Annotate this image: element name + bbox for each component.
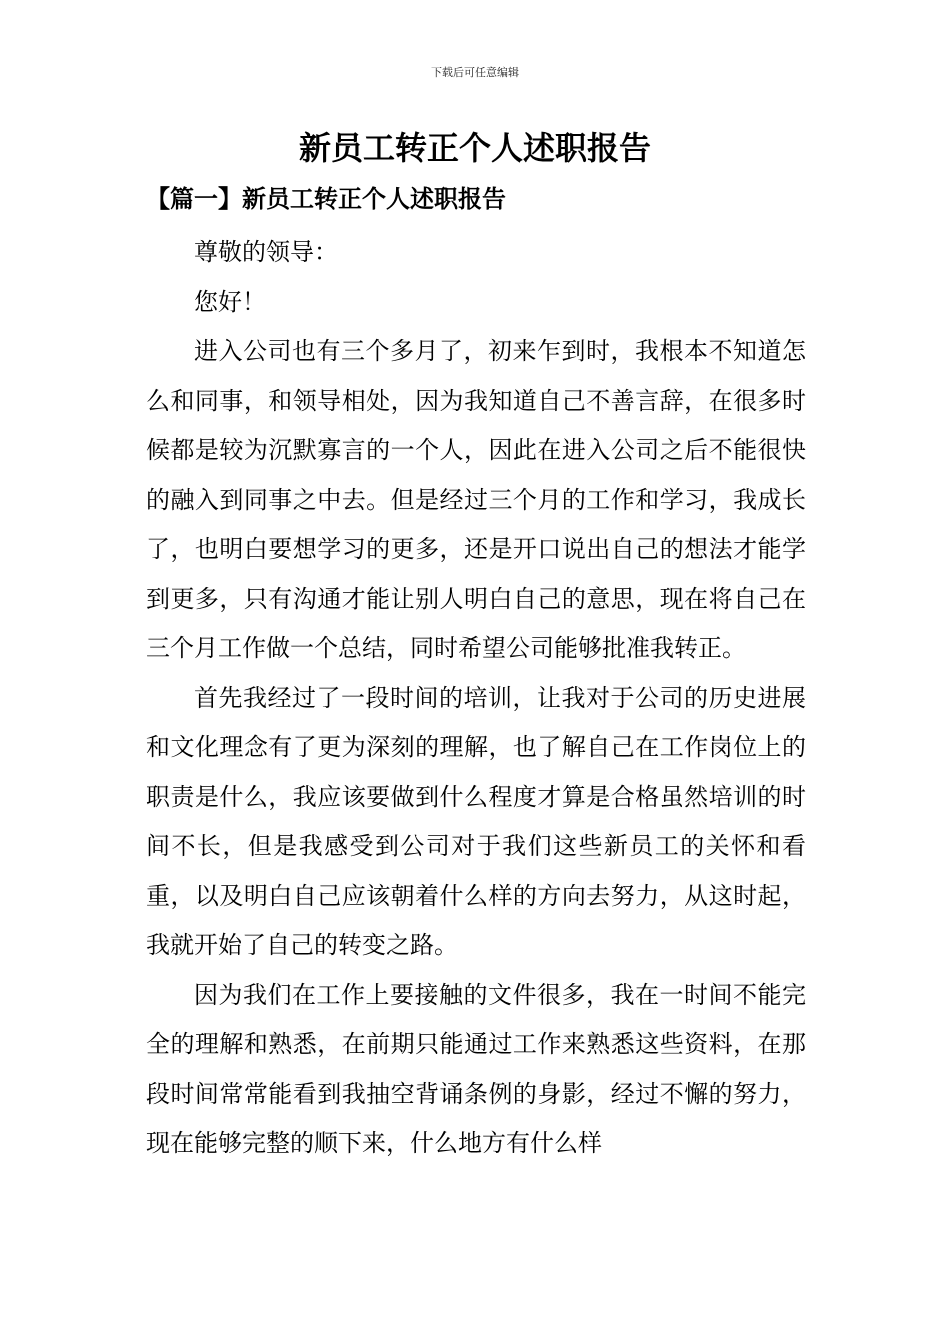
section-heading: 【篇一】新员工转正个人述职报告 <box>146 184 506 213</box>
document-body <box>146 228 806 1169</box>
greeting: 您好！ <box>194 287 266 316</box>
body-paragraph-documents: 因为我们在工作上要接触的文件很多，我在一时间不能完全的理解和熟悉，在前期只能通过工作来熟悉这些资料，在那段时间常常能看到我抽空背诵条例的身影，经过不懈的努力，现在能够完整的顺下来，什么地方有什么样 <box>146 980 806 1157</box>
body-paragraph-intro: 进入公司也有三个多月了，初来乍到时，我根本不知道怎么和同事，和领导相处，因为我知道自己不善言辞，在很多时候都是较为沉默寡言的一个人，因此在进入公司之后不能很快的融入到同事之中去。但是经过三个月的工作和学习，我成长了，也明白要想学习的更多，还是开口说出自己的想法才能学到更多，只有沟通才能让别人明白自己的意思，现在将自己在三个月工作做一个总结，同时希望公司能够批准我转正。 <box>146 337 806 662</box>
body-paragraph-training: 首先我经过了一段时间的培训，让我对于公司的历史进展和文化理念有了更为深刻的理解，也了解自己在工作岗位上的职责是什么，我应该要做到什么程度才算是合格虽然培训的时间不长，但是我感受到公司对于我们这些新员工的关怀和看重，以及明白自己应该朝着什么样的方向去努力，从这时起，我就开始了自己的转变之路。 <box>146 683 806 959</box>
salutation: 尊敬的领导： <box>194 238 338 266</box>
header-note: 下载后可任意编辑 <box>431 66 519 79</box>
document-title: 新员工转正个人述职报告 <box>298 129 651 167</box>
